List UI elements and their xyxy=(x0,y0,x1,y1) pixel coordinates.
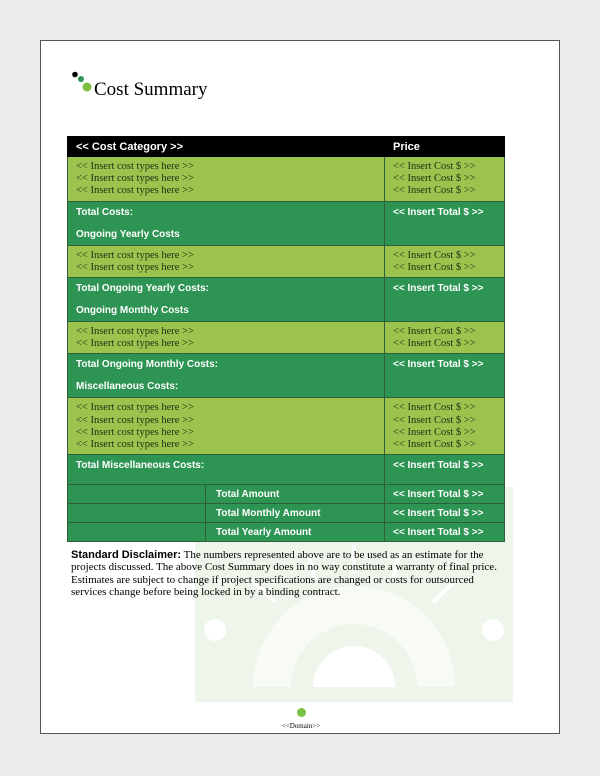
section-heading: Ongoing Yearly Costs xyxy=(76,228,180,240)
table-row xyxy=(68,245,505,277)
total-label-cell xyxy=(68,201,385,245)
table-row xyxy=(68,398,505,455)
total-label: Total Costs: xyxy=(76,206,134,218)
cost-type-text: << Insert cost types here >> xyxy=(76,261,194,273)
cost-value-text: << Insert Cost $ >> xyxy=(393,185,476,197)
summary-row xyxy=(68,504,505,523)
header-cost-category: << Cost Category >> xyxy=(68,137,385,157)
summary-value: << Insert Total $ >> xyxy=(385,485,505,504)
total-label-cell xyxy=(68,455,385,485)
cost-type-text: << Insert cost types here >> xyxy=(76,338,194,350)
disclaimer-text: The numbers represented above are to be used as an estimate for the projects discussed. The above Cost Summary does in no way constitute a warranty of final price. Estimates are subject to change if project specifications are changed or costs for outsourced services change before being locked in by a binding contract. xyxy=(71,549,497,599)
table-row xyxy=(68,322,505,354)
summary-spacer xyxy=(68,523,206,541)
total-label-cell xyxy=(68,354,385,398)
total-row xyxy=(68,455,505,485)
disclaimer xyxy=(71,549,509,599)
cost-type-text: << Insert cost types here >> xyxy=(76,326,194,338)
table-row xyxy=(68,157,505,202)
cost-type-text: << Insert cost types here >> xyxy=(76,173,194,185)
total-label-cell xyxy=(68,278,385,322)
total-row xyxy=(68,278,505,322)
cost-type-cell xyxy=(68,157,385,202)
table-header-row xyxy=(68,137,505,157)
cost-type-text: << Insert cost types here >> xyxy=(76,439,194,451)
summary-row xyxy=(68,485,505,504)
cost-value-text: << Insert Cost $ >> xyxy=(393,173,476,185)
total-row xyxy=(68,201,505,245)
cost-value-cell xyxy=(385,245,505,277)
cost-value-cell xyxy=(385,398,505,455)
cost-type-text: << Insert cost types here >> xyxy=(76,402,194,414)
cost-value-text: << Insert Cost $ >> xyxy=(393,426,476,438)
total-label: Total Miscellaneous Costs: xyxy=(76,460,205,472)
cost-value-text: << Insert Cost $ >> xyxy=(393,414,476,426)
cost-value-cell xyxy=(385,322,505,354)
total-value-cell: << Insert Total $ >> xyxy=(385,201,505,245)
cost-value-text: << Insert Cost $ >> xyxy=(393,439,476,451)
cost-value-text: << Insert Cost $ >> xyxy=(393,261,476,273)
summary-label: Total Yearly Amount xyxy=(216,526,312,538)
summary-value: << Insert Total $ >> xyxy=(385,504,505,523)
cost-type-cell xyxy=(68,322,385,354)
total-value-cell: << Insert Total $ >> xyxy=(385,354,505,398)
footer-dot-icon xyxy=(297,708,306,717)
cost-type-text: << Insert cost types here >> xyxy=(76,161,194,172)
footer-domain: <<Domain>> xyxy=(281,722,321,730)
header-price: Price xyxy=(385,137,505,157)
disclaimer-label: Standard Disclaimer: xyxy=(71,549,182,561)
total-value-cell: << Insert Total $ >> xyxy=(385,278,505,322)
cost-type-text: << Insert cost types here >> xyxy=(76,249,194,261)
cost-value-cell xyxy=(385,157,505,202)
summary-row xyxy=(68,523,505,542)
cost-table xyxy=(67,136,505,542)
cost-type-text: << Insert cost types here >> xyxy=(76,414,194,426)
section-heading: Miscellaneous Costs: xyxy=(76,381,179,393)
summary-spacer xyxy=(68,485,206,503)
cost-type-cell xyxy=(68,245,385,277)
total-value-cell: << Insert Total $ >> xyxy=(385,455,505,485)
summary-label-cell xyxy=(68,485,385,504)
summary-label-cell xyxy=(68,523,385,542)
section-heading: Ongoing Monthly Costs xyxy=(76,305,189,317)
cost-value-text: << Insert Cost $ >> xyxy=(393,338,476,350)
cost-type-cell xyxy=(68,398,385,455)
cost-value-text: << Insert Cost $ >> xyxy=(393,402,476,414)
summary-spacer xyxy=(68,504,206,522)
summary-label-cell xyxy=(68,504,385,523)
summary-value: << Insert Total $ >> xyxy=(385,523,505,542)
total-label: Total Ongoing Yearly Costs: xyxy=(76,283,209,295)
total-label: Total Ongoing Monthly Costs: xyxy=(76,359,219,371)
cost-value-text: << Insert Cost $ >> xyxy=(393,326,476,338)
summary-label: Total Amount xyxy=(216,488,280,500)
cost-value-text: << Insert Cost $ >> xyxy=(393,161,476,172)
cost-type-text: << Insert cost types here >> xyxy=(76,185,194,197)
document-page xyxy=(40,40,560,734)
total-row xyxy=(68,354,505,398)
cost-type-text: << Insert cost types here >> xyxy=(76,426,194,438)
summary-label: Total Monthly Amount xyxy=(216,507,321,519)
page-title: Cost Summary xyxy=(94,79,208,100)
cost-value-text: << Insert Cost $ >> xyxy=(393,249,476,261)
